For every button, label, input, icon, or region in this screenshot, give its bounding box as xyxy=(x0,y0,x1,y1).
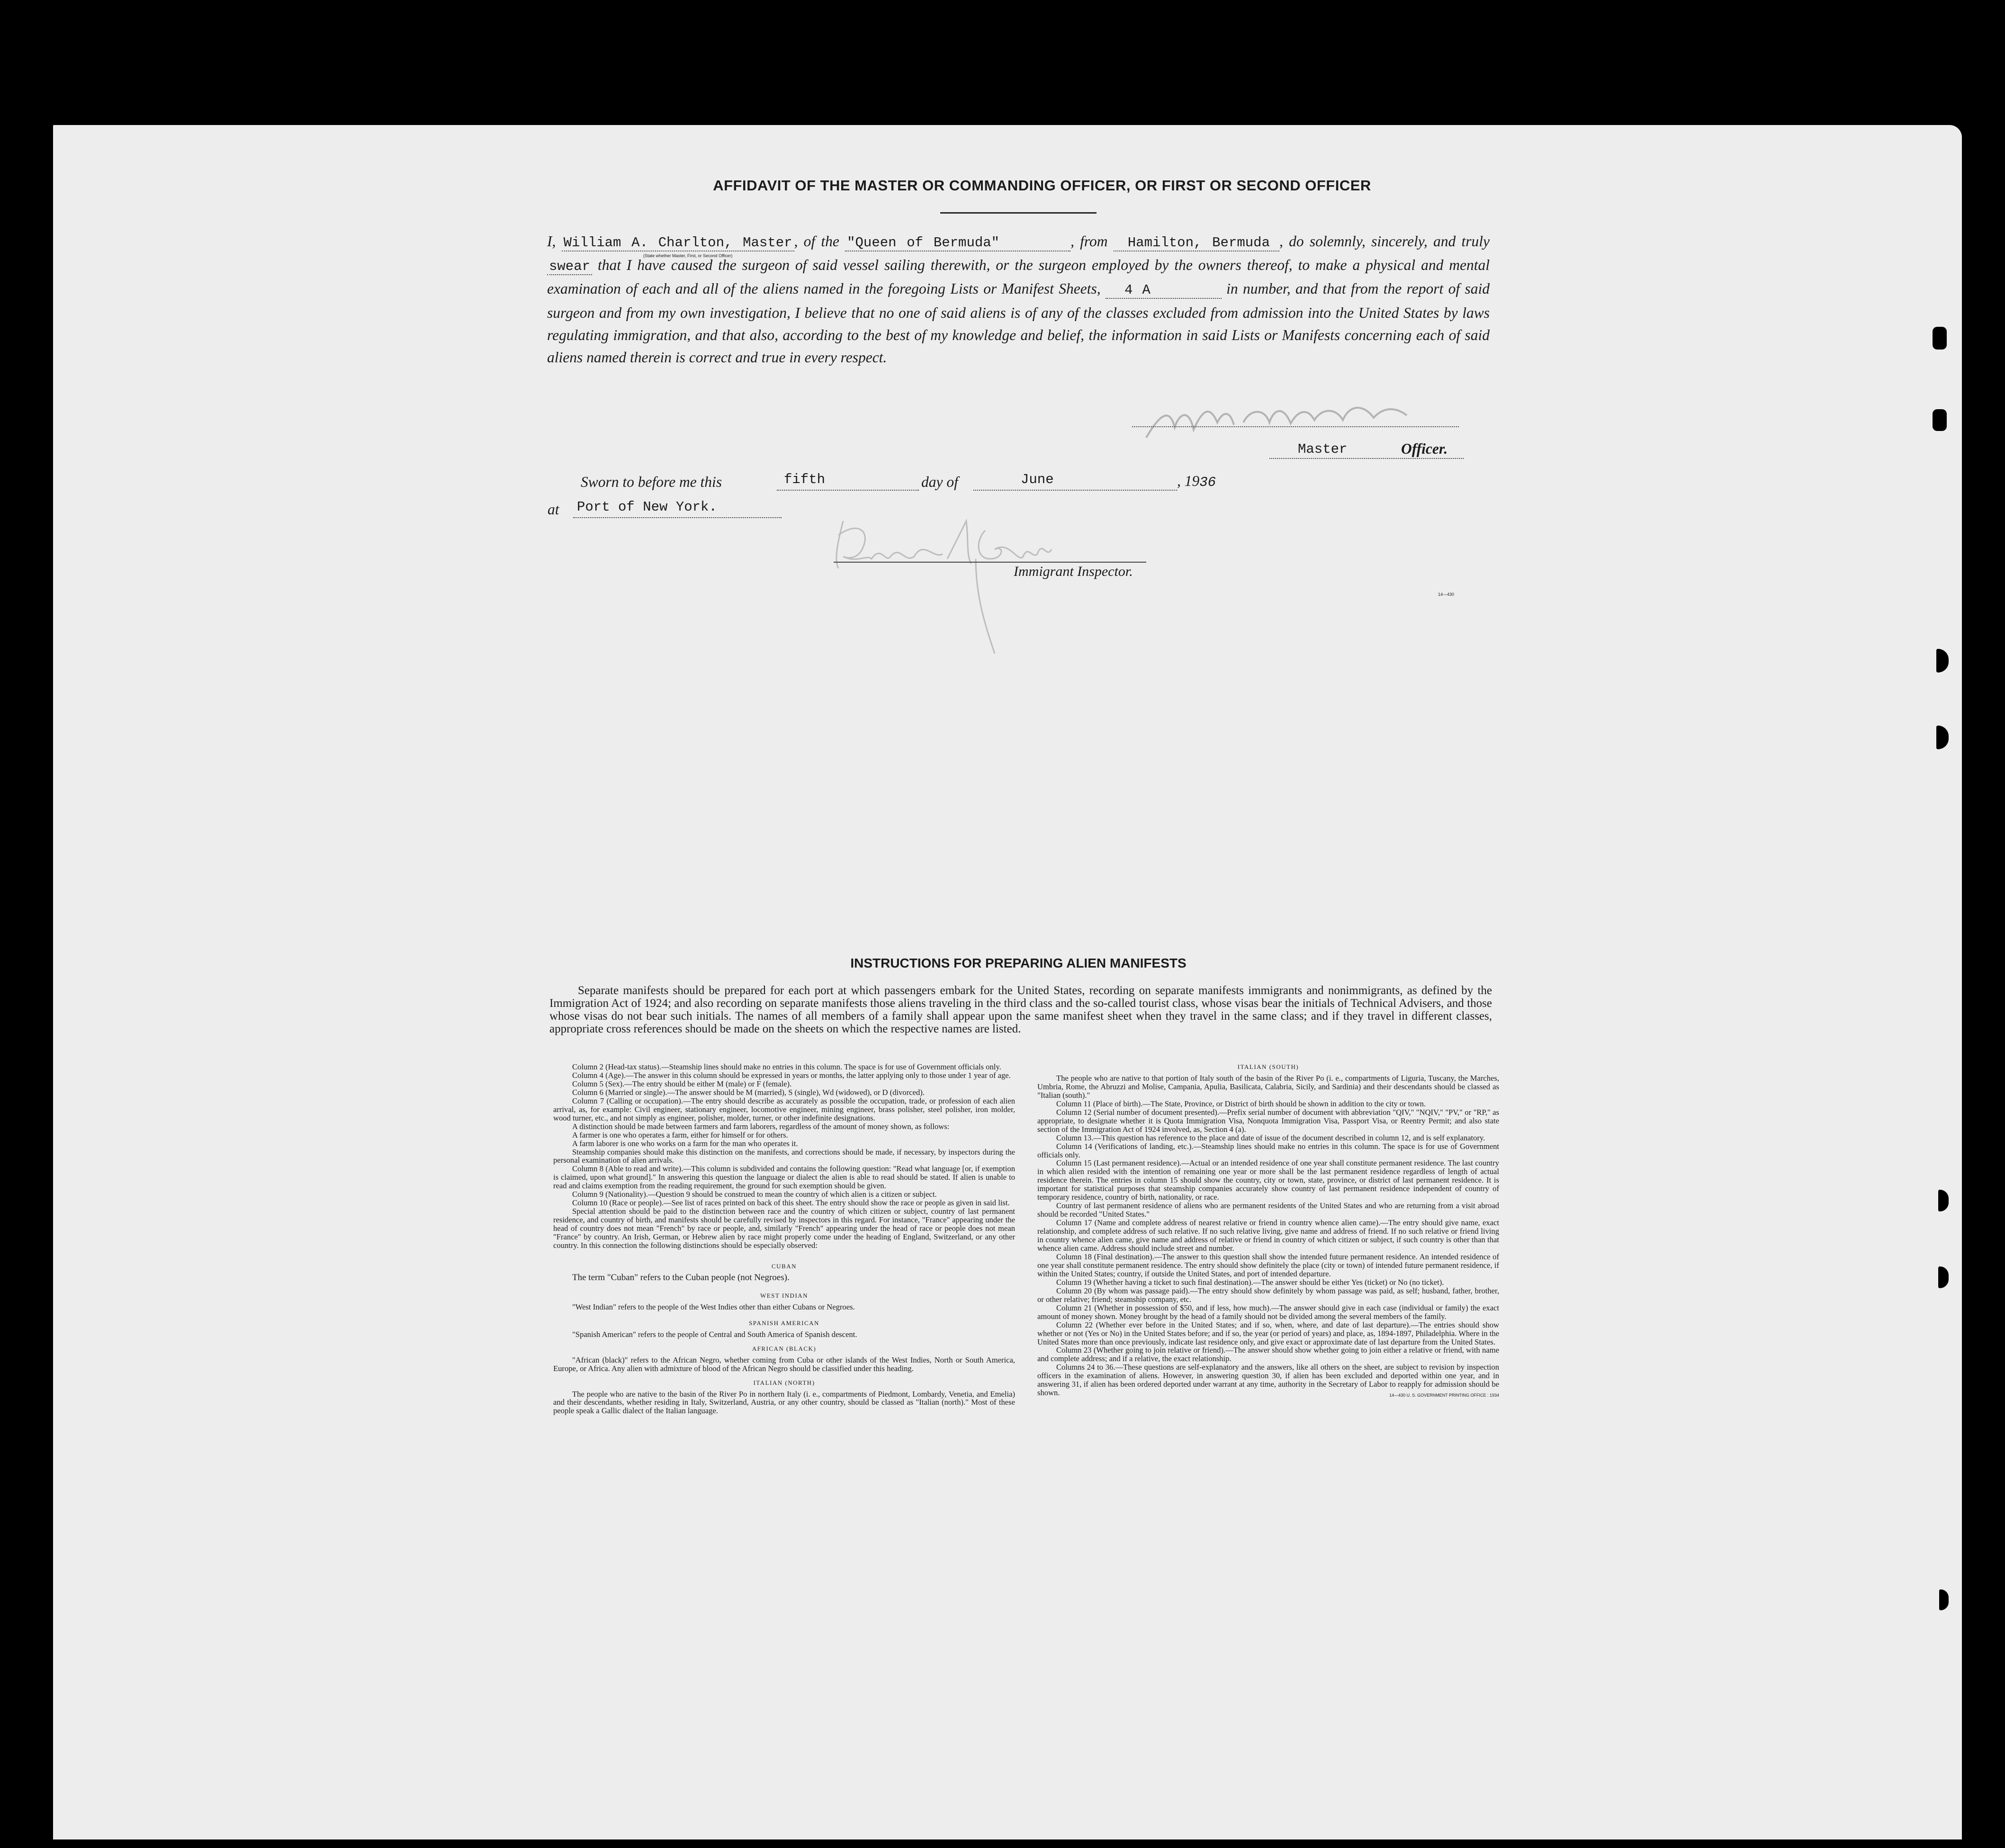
printing-footer: 14—430 U. S. GOVERNMENT PRINTING OFFICE : 1934 xyxy=(1389,1393,1499,1398)
instruction-paragraph: A farm laborer is one who works on a farm for the man who operates it. xyxy=(572,1139,798,1148)
rank-note: (State whether Master, First, or Second Officer) xyxy=(643,253,733,258)
instruction-paragraph: Column 20 (By whom was passage paid).—The entry should show definitely by whom passage was paid, as self; husband, father, brother, or other relative; friend; steamship company, etc. xyxy=(1037,1286,1499,1304)
instruction-paragraph: Column 17 (Name and complete address of nearest relative or friend in country whence alien came).—The entry should give name, exact relationship, and complete address of such relative. If no such relative living, give name and address of friend. If no such relative or friend living in country whence alien came, give name and address of relative or friend in country of which citizen or subject, if such country is other than that whence alien came. Address should include street and number. xyxy=(1037,1218,1499,1253)
name-rank-field: William A. Charlton, Master xyxy=(562,235,794,251)
instruction-paragraph: Steamship companies should make this distinction on the manifests, and corrections should be made, if necessary, by inspectors during the personal examination of alien arrivals. xyxy=(553,1147,1015,1165)
west-indian-text: "West Indian" refers to the people of the West Indies other than either Cubans or Negroes. xyxy=(572,1302,855,1311)
african-text: "African (black)" refers to the African Negro, whether coming from Cuba or other islands of the West Indies, North or South America, Europe, or Africa. Any alien with admixture of blood of the African Negro should be classified under this heading. xyxy=(553,1355,1015,1373)
instruction-paragraph: Column 21 (Whether in possession of $50, and if less, how much).—The answer should give in each case (individual or family) the exact amount of money shown. Money brought by the head of a family should not be divided among the several members of the family. xyxy=(1037,1303,1499,1321)
italian-south-heading: ITALIAN (SOUTH) xyxy=(1237,1063,1299,1070)
instruction-paragraph: Column 5 (Sex).—The entry should be either M (male) or F (female). xyxy=(572,1079,792,1088)
form-number: 14—430 xyxy=(1438,592,1455,597)
sworn-year xyxy=(1177,473,1216,490)
instruction-paragraph: Column 6 (Married or single).—The answer should be M (married), S (single), Wd (widowed), or D (divorced). xyxy=(572,1087,925,1097)
italian-north-heading: ITALIAN (NORTH) xyxy=(753,1379,815,1386)
affidavit-title: AFFIDAVIT OF THE MASTER OR COMMANDING OFFICER, OR FIRST OR SECOND OFFICER xyxy=(713,177,1371,194)
instruction-paragraph: Column 11 (Place of birth).—The State, Province, or District of birth should be shown in addition to the city or town. xyxy=(1056,1099,1426,1108)
binder-hole xyxy=(1933,409,1947,431)
text-of-the: , of the xyxy=(794,233,839,250)
instruction-paragraph: Column 10 (Race or people).—See list of races printed on back of this sheet. The entry should show the race or people as given in said list. xyxy=(572,1198,1010,1208)
sworn-month: June xyxy=(1021,472,1054,487)
instruction-paragraph: Column 14 (Verifications of landing, etc.).—Steamship lines should make no entries in this column. The space is for use of Government officials only. xyxy=(1037,1141,1499,1159)
instruction-paragraph: Column 13.—This question has reference to the place and date of issue of the document described in column 12, and is self explanatory. xyxy=(1056,1133,1485,1142)
instruction-paragraph: A farmer is one who operates a farm, either for himself or for others. xyxy=(572,1130,788,1139)
officer-label: Officer. xyxy=(1401,440,1448,457)
instruction-paragraph: Country of last permanent residence of aliens who are permanent residents of the United States and who are returning from a visit abroad should be recorded "United States." xyxy=(1037,1201,1499,1219)
left-paragraphs xyxy=(553,1063,1015,1250)
master-signature-line xyxy=(1132,425,1459,427)
year-prefix: , 19 xyxy=(1177,473,1200,489)
instruction-paragraph: The people who are native to that portion of Italy south of the basin of the River Po (i. e., compartments of Liguria, Tuscany, the Marches, Umbria, Rome, the Abruzzi and Molise, Campania, Apulia, Basilicata, Calabria, Sicily, and Sardinia) and their descendants should be classed as "Italian (south)." xyxy=(1037,1073,1499,1100)
cuban-heading: CUBAN xyxy=(771,1262,797,1270)
spanish-american-heading: SPANISH AMERICAN xyxy=(749,1319,819,1327)
day-of-label: day of xyxy=(921,474,958,490)
instruction-paragraph: A distinction should be made between farmers and farm laborers, regardless of the amount of money shown, as follows: xyxy=(572,1121,950,1131)
instructions-title: INSTRUCTIONS FOR PREPARING ALIEN MANIFESTS xyxy=(850,956,1187,970)
title-rule xyxy=(940,212,1097,214)
signer-rank: Master xyxy=(1298,441,1348,457)
cuban-text: The term "Cuban" refers to the Cuban people (not Negroes). xyxy=(572,1272,790,1283)
sworn-prefix: Sworn to before me this xyxy=(581,474,722,490)
text-do: , do xyxy=(1279,233,1304,250)
instruction-paragraph: Column 12 (Serial number of document presented).—Prefix serial number of document with abbreviation "QIV," "NQIV," "PV," or "RP," as appropriate, to designate whether it is Quota Immigration Visa, Nonquota Immigration Visa, Passport Visa, or Reentry Permit; and also state section of the Immigration Act of 1924 involved, as, Section 4 (a). xyxy=(1037,1107,1499,1134)
instruction-paragraph: Column 9 (Nationality).—Question 9 should be construed to mean the country of which alien is a citizen or subject. xyxy=(572,1190,937,1199)
inspector-signature xyxy=(805,511,1070,682)
west-indian-heading: WEST INDIAN xyxy=(760,1292,809,1299)
oath-field: swear xyxy=(547,259,592,275)
text-solemnly: solemnly, sincerely, and truly xyxy=(1309,233,1490,250)
instruction-paragraph: Column 7 (Calling or occupation).—The entry should describe as accurately as possible the occupation, trade, or profession of each alien arrival, as, for example: Civil engineer, stationary engineer, locomotive engineer, mining engineer, brass polisher, steel polisher, iron molder, wood turner, etc., and not simply as engineer, polisher, molder, turner, or other indefinite designations. xyxy=(553,1096,1015,1122)
inspector-label: Immigrant Inspector. xyxy=(1014,564,1133,579)
sworn-month-line xyxy=(973,489,1177,491)
spanish-american-text: "Spanish American" refers to the people of Central and South America of Spanish descent. xyxy=(572,1329,857,1339)
instruction-paragraph: Column 22 (Whether ever before in the United States; and if so, when, where, and date of last departure).—The entries should show whether or not (Yes or No) in the United States before; and if so, the year (or period of years) and place, as, 1894-1897, Philadelphia. Where in the United States more than once previously, indicate last residence only, and give exact or approximate date of last departure from the United States. xyxy=(1037,1320,1499,1346)
african-heading: AFRICAN (BLACK) xyxy=(752,1345,817,1352)
text-body-1: that I have caused the surgeon of said vessel sailing therewith, or the surgeon employed by the owners thereof, to make a physical and mental examination of each and all of the aliens named in the foregoing Lists or Manifest Sheets, xyxy=(547,257,1490,297)
instructions-intro: Separate manifests should be prepared for each port at which passengers embark for the United States, recording on separate manifests immigrants and nonimmigrants, as defined by the Immigration Act of 1924; and also recording on separate manifests those aliens traveling in the third class and the so-called tourist class, whose visas bear the initials of Technical Advisers, and those whose visas do not bear such initials. The names of all members of a family shall appear upon the same manifest sheet when they travel in the same class; and if they travel in different classes, appropriate cross references should be made on the sheets on which the respective names are listed. xyxy=(549,984,1492,1035)
binder-hole xyxy=(1933,327,1947,350)
year-suffix: 36 xyxy=(1199,475,1216,490)
instruction-paragraph: Column 4 (Age).—The answer in this column should be expressed in years or months, the latter applying only to those under 1 year of age. xyxy=(572,1070,1011,1080)
instruction-paragraph: Column 19 (Whether having a ticket to such final destination).—The answer should be either Yes (ticket) or No (no ticket). xyxy=(1056,1277,1444,1287)
sworn-day-line xyxy=(777,489,919,491)
instruction-paragraph: Columns 24 to 36.—These questions are self-explanatory and the answers, like all others on the sheet, are subject to revision by inspection officers in the examination of aliens. However, in answering question 30, if alien has been excluded and deported within one year, and in answering 31, if alien has been ordered deported under warrant at any time, authority in the Secretary of Labor to reapply for admission should be shown. xyxy=(1037,1363,1499,1398)
italian-north-text: The people who are native to the basin of the River Po in northern Italy (i. e., compartments of Piedmont, Lombardy, Venetia, and Emelia) and their descendants, whether residing in Italy, Switzerland, Austria, or any other country, should be classed as "Italian (north)." Most of these people speak a Gallic dialect of the Italian language. xyxy=(553,1389,1015,1416)
master-signature xyxy=(1127,394,1468,446)
vessel-field: "Queen of Bermuda" xyxy=(845,235,1070,251)
text-i: I, xyxy=(547,233,556,250)
sworn-place: Port of New York. xyxy=(577,499,717,515)
inspector-signature-line xyxy=(834,562,1146,563)
instruction-paragraph: Column 23 (Whether going to join relative or friend).—The answer should show whether going to join either a relative or friend, with name and complete address; and if a relative, the exact relationship. xyxy=(1037,1346,1499,1364)
affidavit-paragraph xyxy=(547,230,1490,368)
document-sheet xyxy=(53,125,1962,1839)
sworn-place-line xyxy=(573,516,782,518)
instruction-paragraph: Column 2 (Head-tax status).—Steamship lines should make no entries in this column. The space is for use of Government officials only. xyxy=(572,1062,1001,1071)
instruction-paragraph: Column 8 (Able to read and write).—This column is subdivided and contains the following question: "Read what language [or, if exemption is claimed, upon what ground]." In answering this question the language or dialect the alien is able to read should be stated. If alien is unable to read and claims exemption from the reading requirement, the ground for such exemption should be given. xyxy=(553,1164,1015,1191)
sworn-day: fifth xyxy=(784,472,826,487)
instructions-left-column xyxy=(553,1063,1015,1415)
instruction-paragraph: Column 15 (Last permanent residence).—Actual or an intended residence of one year shall constitute permanent residence. The last country in which alien resided with the intention of remaining one year or more shall be the last permanent residence regardless of length of actual residence therein. The entries in column 15 should show the country, city or town, state, province, or district of last permanent residence. It is important for statistical purposes that steamship companies accurately show country of last permanent residence independent of country of temporary residence, country of birth, nationality, or race. xyxy=(1037,1158,1499,1202)
right-paragraphs xyxy=(1037,1074,1499,1397)
port-field: Hamilton, Bermuda xyxy=(1114,235,1279,251)
sheets-field: 4 A xyxy=(1106,282,1222,299)
instruction-paragraph: Column 18 (Final destination).—The answer to this question shall show the intended future permanent residence. An intended residence of one year shall constitute permanent residence. The entry should show definitely the place (city or town) of intended future permanent residence, if within the United States; country, if outside the United States, and port of intended departure. xyxy=(1037,1252,1499,1278)
text-from: , from xyxy=(1070,233,1108,250)
instructions-right-column xyxy=(1037,1063,1499,1400)
at-label: at xyxy=(548,501,559,518)
instruction-paragraph: Special attention should be paid to the distinction between race and the country of which citizen or subject, country of last permanent residence, and country of birth, and manifests should be carefully revised by inspectors in this regard. For instance, "France" appearing under the head of country does not mean "French" by race or people, and, similarly "French" appearing under the head of race or people does not mean "France" by country. An Irish, German, or Hebrew alien by race might properly come under the heading of England, Switzerland, or any other country. In this connection the following distinctions should be especially observed: xyxy=(553,1207,1015,1250)
text-body-2: in number, and that from the report of said surgeon and from my own investigation, I believe that no one of said aliens is of any of the classes excluded from admission into the United States by laws regulating immigration, and that also, according to the best of my knowledge and belief, the information in said Lists or Manifests concerning each of said aliens named therein is correct and true in every respect. xyxy=(547,280,1490,366)
